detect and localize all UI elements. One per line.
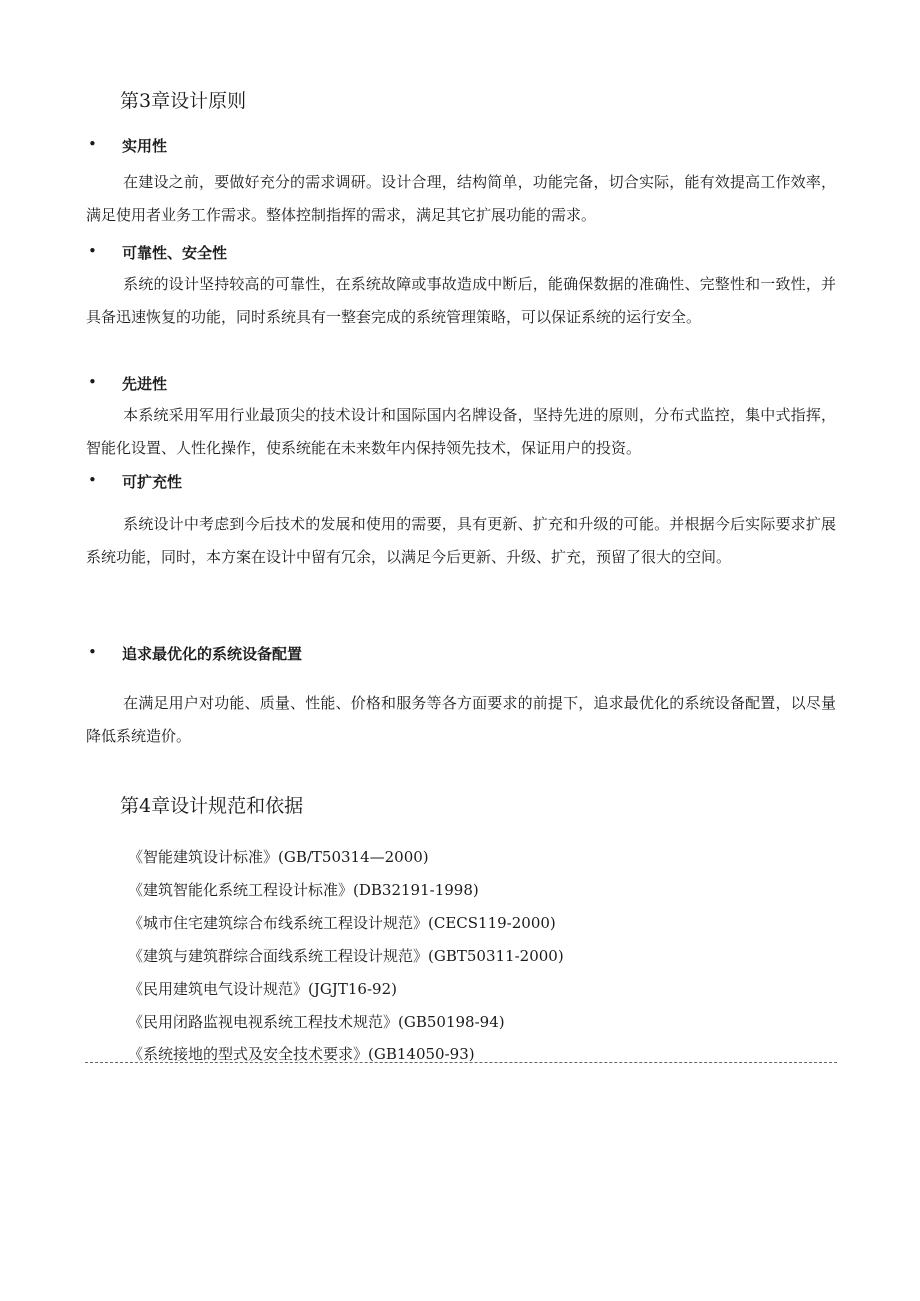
reference-item: 《建筑与建筑群综合面线系统工程设计规范》(GBT50311-2000) [128,947,564,965]
section-text-advanced [86,399,836,465]
reference-item: 《系统接地的型式及安全技术要求》(GB14050-93) [128,1045,475,1063]
reference-item: 《民用闭路监视电视系统工程技术规范》(GB50198-94) [128,1013,505,1031]
section-heading-reliability: 可靠性、安全性 [122,244,228,262]
bullet-marker: • [88,471,97,489]
paragraph-text: 在满足用户对功能、质量、性能、价格和服务等各方面要求的前提下，追求最优化的系统设备配置，以尽量降低系统造价。 [86,694,836,745]
section-heading-scalability: 可扩充性 [122,473,183,491]
bullet-marker: • [88,373,97,391]
section-heading-optimization: 追求最优化的系统设备配置 [122,645,303,663]
section-text-practicality [86,166,836,232]
paragraph-text: 本系统采用军用行业最顶尖的技术设计和国际国内名牌设备，坚持先进的原则，分布式监控，集中式指挥，智能化设置、人性化操作，使系统能在未来数年内保持领先技术，保证用户的投资。 [86,406,836,457]
footer-divider [85,1062,837,1063]
paragraph-text: 系统的设计坚持较高的可靠性，在系统故障或事故造成中断后，能确保数据的准确性、完整性和一致性，并具备迅速恢复的功能，同时系统具有一整套完成的系统管理策略，可以保证系统的运行安全。 [86,275,836,326]
section-text-optimization [86,687,836,753]
bullet-marker: • [88,135,97,153]
section-heading-advanced: 先进性 [122,375,168,393]
bullet-marker: • [88,242,97,260]
paragraph-text: 在建设之前，要做好充分的需求调研。设计合理，结构简单，功能完备，切合实际，能有效提高工作效率，满足使用者业务工作需求。整体控制指挥的需求，满足其它扩展功能的需求。 [86,173,836,224]
reference-item: 《智能建筑设计标准》(GB/T50314—2000) [128,848,429,866]
bullet-marker: • [88,643,97,661]
reference-item: 《民用建筑电气设计规范》(JGJT16-92) [128,980,397,998]
chapter-3-title: 第3章设计原则 [120,90,247,112]
section-text-reliability [86,268,836,334]
paragraph-text: 系统设计中考虑到今后技术的发展和使用的需要，具有更新、扩充和升级的可能。并根据今后实际要求扩展系统功能，同时，本方案在设计中留有冗余，以满足今后更新、升级、扩充，预留了很大的空间。 [86,515,836,566]
reference-item: 《城市住宅建筑综合布线系统工程设计规范》(CECS119-2000) [128,914,556,932]
chapter-4-title: 第4章设计规范和依据 [120,795,304,817]
section-heading-practicality: 实用性 [122,137,168,155]
section-text-scalability [86,508,836,574]
reference-item: 《建筑智能化系统工程设计标准》(DB32191-1998) [128,881,479,899]
